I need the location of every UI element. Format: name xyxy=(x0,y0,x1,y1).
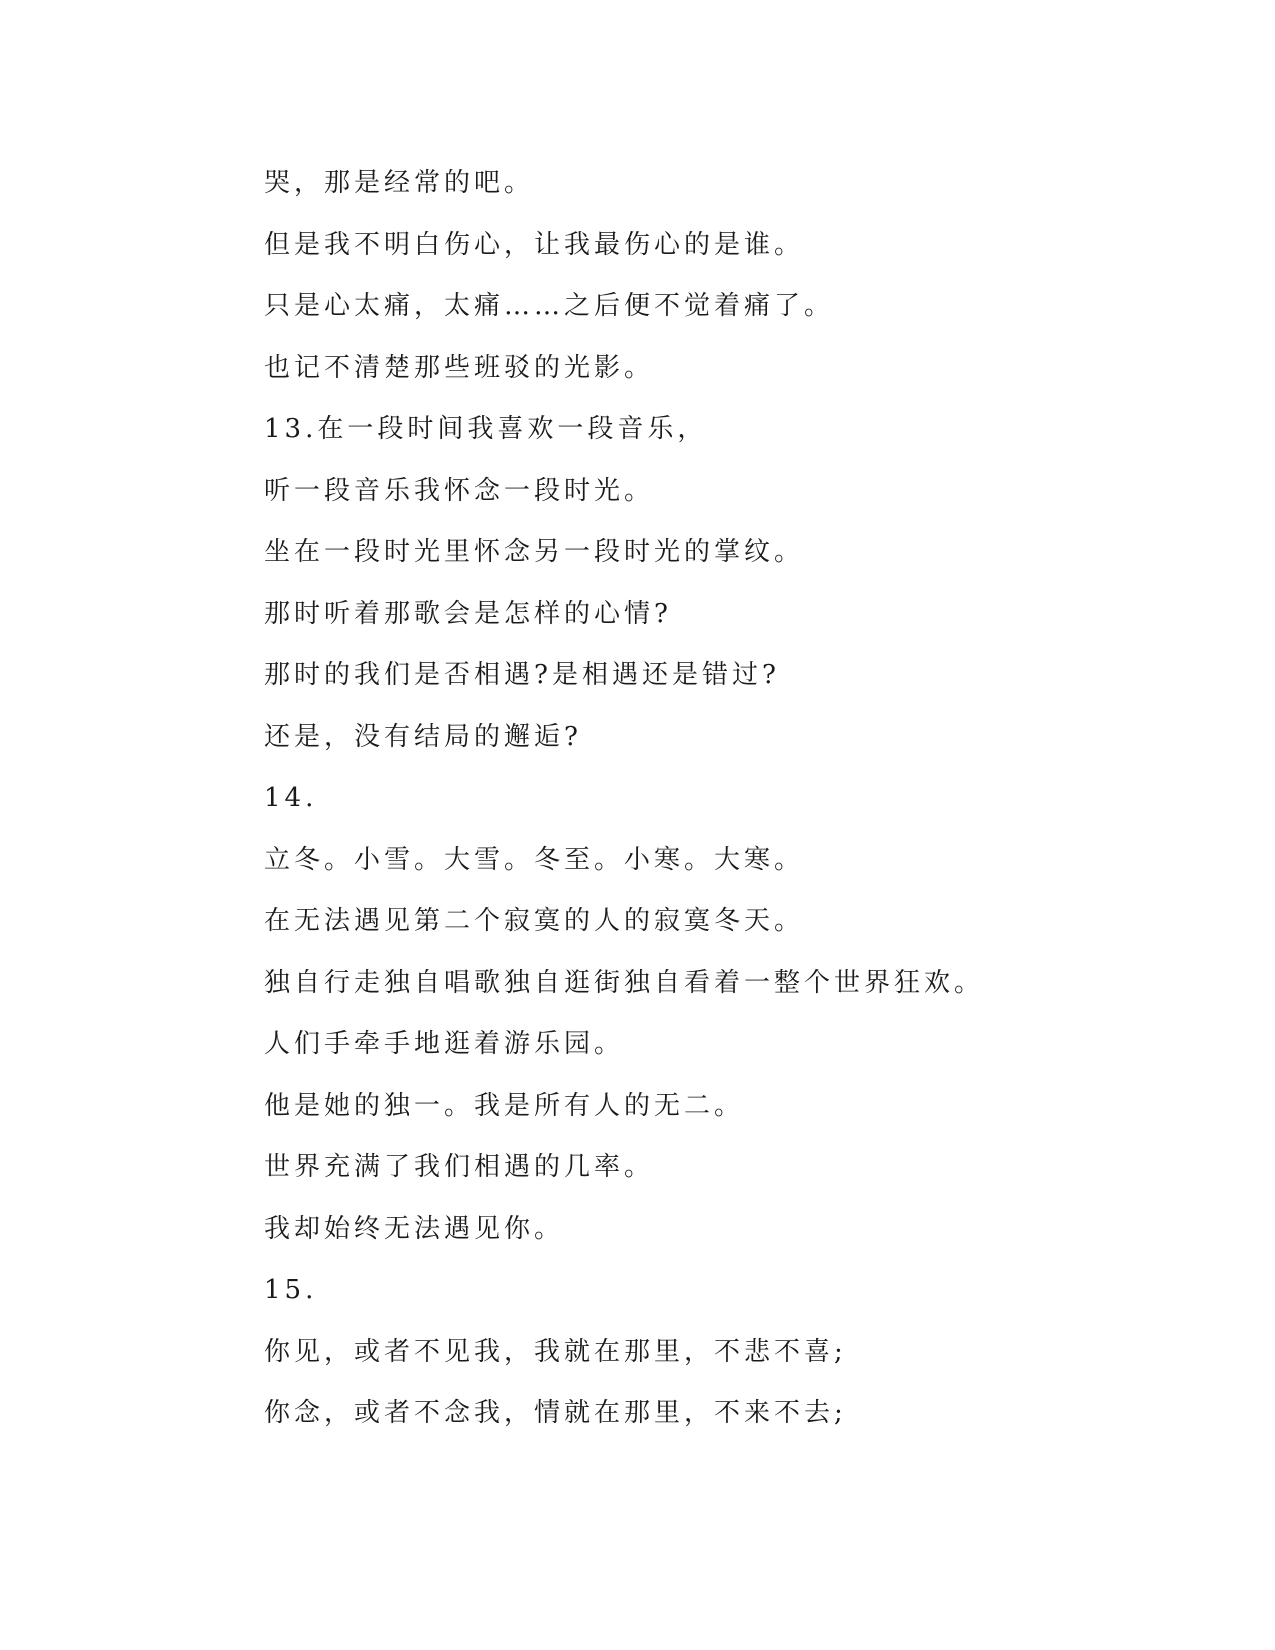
section-14-number: 14. xyxy=(264,783,318,813)
text-line: 那时的我们是否相遇?是相遇还是错过? xyxy=(264,660,780,690)
text-line: 也记不清楚那些班驳的光影。 xyxy=(264,352,655,383)
text-line: 但是我不明白伤心，让我最伤心的是谁。 xyxy=(264,229,805,260)
section-15-number: 15. xyxy=(264,1275,318,1305)
text-line: 你念，或者不念我，情就在那里，不来不去; xyxy=(264,1398,847,1428)
text-line: 他是她的独一。我是所有人的无二。 xyxy=(264,1090,745,1121)
text-line: 坐在一段时光里怀念另一段时光的掌纹。 xyxy=(264,537,805,567)
text-line: 哭，那是经常的吧。 xyxy=(264,168,535,198)
text-line: 只是心太痛，太痛……之后便不觉着痛了。 xyxy=(264,291,835,321)
text-body xyxy=(264,165,1204,1457)
text-line: 人们手牵手地逛着游乐园。 xyxy=(264,1029,625,1059)
text-line: 立冬。小雪。大雪。冬至。小寒。大寒。 xyxy=(264,844,805,875)
text-line: 那时听着那歌会是怎样的心情? xyxy=(264,598,672,629)
text-line: 世界充满了我们相遇的几率。 xyxy=(264,1152,655,1182)
text-line: 你见，或者不见我，我就在那里，不悲不喜; xyxy=(264,1336,847,1367)
text-line: 我却始终无法遇见你。 xyxy=(264,1213,565,1244)
section-13-heading-line: 13.在一段时间我喜欢一段音乐， xyxy=(264,414,708,444)
text-line: 在无法遇见第二个寂寞的人的寂寞冬天。 xyxy=(264,906,805,936)
text-line: 听一段音乐我怀念一段时光。 xyxy=(264,475,655,506)
text-line: 还是，没有结局的邂逅? xyxy=(264,721,582,752)
text-line: 独自行走独自唱歌独自逛街独自看着一整个世界狂欢。 xyxy=(264,967,985,998)
